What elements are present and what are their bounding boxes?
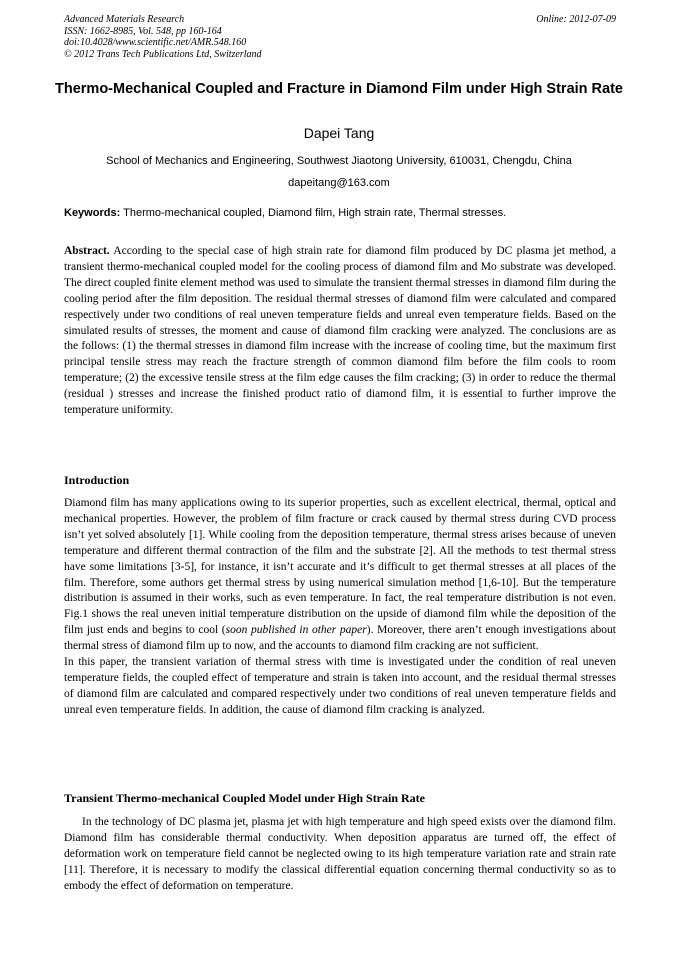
section2-heading: Transient Thermo-mechanical Coupled Model under High Strain Rate xyxy=(64,791,426,805)
paper-title: Thermo-Mechanical Coupled and Fracture in Diamond Film under High Strain Rate xyxy=(55,81,623,97)
section2-body xyxy=(64,815,616,895)
intro-p1-text-end: ). Moreover, there aren’t enough investigations about thermal stress of diamond film up to now, and the accounts to diamond film cracking are not sufficient. xyxy=(64,624,616,653)
keywords-label: Keywords: xyxy=(64,207,121,219)
introduction-heading: Introduction xyxy=(64,473,130,487)
keywords-text: Thermo-mechanical coupled, Diamond film, High strain rate, Thermal stresses. xyxy=(123,207,507,219)
email: dapeitang@163.com xyxy=(288,177,390,189)
introduction-paragraph-1 xyxy=(64,496,616,655)
introduction-body xyxy=(64,496,616,719)
doi-line: doi:10.4028/www.scientific.net/AMR.548.160 xyxy=(64,37,247,48)
intro-p1-text: Diamond film has many applications owing to its superior properties, such as excellent electrical, thermal, optical and mechanical properties. However, the problem of film fracture or crack caused by thermal stress during CVD process isn’t yet solved absolutely [1]. While cooling from the deposition temperature, thermal stress arises because of uneven temperature and different thermal contraction of the film and the substrate [2]. All the methods to test thermal stress have some limitations [3-5], for instance, it isn’t accurate and it’s difficult to get thermal stresses at all places of the film. Therefore, some authors get thermal stress by using numerical simulation method [1,6-10]. But the temperature distribution is assumed in their works, such as even temperature. In fact, the real temperature distribution is not even. Fig.1 shows the real uneven initial temperature distribution on the upside of diamond film while the deposition of the film just ends and begins to cool ( xyxy=(64,497,616,637)
intro-p1-italic: soon published in other paper xyxy=(225,624,367,637)
author-block xyxy=(0,150,678,194)
introduction-paragraph-2: In this paper, the transient variation of thermal stress with time is investigated under the condition of real uneven temperature fields, the coupled effect of temperature and strain is taken into account, and the residual thermal stresses of diamond film are calculated and compared respectively under two conditions of real uneven temperature fields and unreal even temperature fields. In addition, the cause of diamond film cracking is analyzed. xyxy=(64,656,616,716)
online-date: Online: 2012-07-09 xyxy=(536,14,616,25)
affiliation: School of Mechanics and Engineering, Southwest Jiaotong University, 610031, Chengdu, China xyxy=(106,155,572,167)
author-name: Dapei Tang xyxy=(303,125,375,141)
keywords xyxy=(64,206,616,221)
section2-paragraph-1: In the technology of DC plasma jet, plasma jet with high temperature and high speed exists over the diamond film. Diamond film has considerable thermal conductivity. When deposition apparatus are turned off, the effect of deformation work on temperature field cannot be neglected owing to its high temperature variation rate and strain rate [11]. Therefore, it is necessary to modify the classical differential equation concerning thermal conductivity so as to embody the effect of deformation on temperature. xyxy=(64,816,616,892)
journal-name: Advanced Materials Research xyxy=(64,14,185,25)
abstract-label: Abstract. xyxy=(64,245,110,257)
issn-line: ISSN: 1662-8985, Vol. 548, pp 160-164 xyxy=(64,25,222,37)
copyright-line: © 2012 Trans Tech Publications Ltd, Switzerland xyxy=(64,48,262,60)
abstract-text: According to the special case of high strain rate for diamond film produced by DC plasma jet method, a transient thermo-mechanical coupled model for the cooling process of diamond film and Mo substrate was developed. The direct coupled finite element method was used to simulate the transient thermal stresses in diamond film during the cooling period after the film deposition. The residual thermal stresses of diamond film were calculated and compared respectively under two conditions of real uneven temperature fields and unreal even temperature fields. Based on the simulated results of stresses, the moment and cause of diamond film cracking were analyzed. The conclusions are as the follows: (1) the thermal stresses in diamond film increase with the increase of cooling time, but the maximum first principal tensile stress may reach the fracture strength of common diamond film before the film cools to room temperature; (2) the excessive tensile stress at the film edge causes the film cracking; (3) in order to reduce the thermal (residual ) stresses and increase the finished product ratio of diamond film, it is essential to further improve the temperature uniformity. xyxy=(64,245,616,417)
journal-header xyxy=(64,14,616,60)
abstract xyxy=(64,244,616,419)
